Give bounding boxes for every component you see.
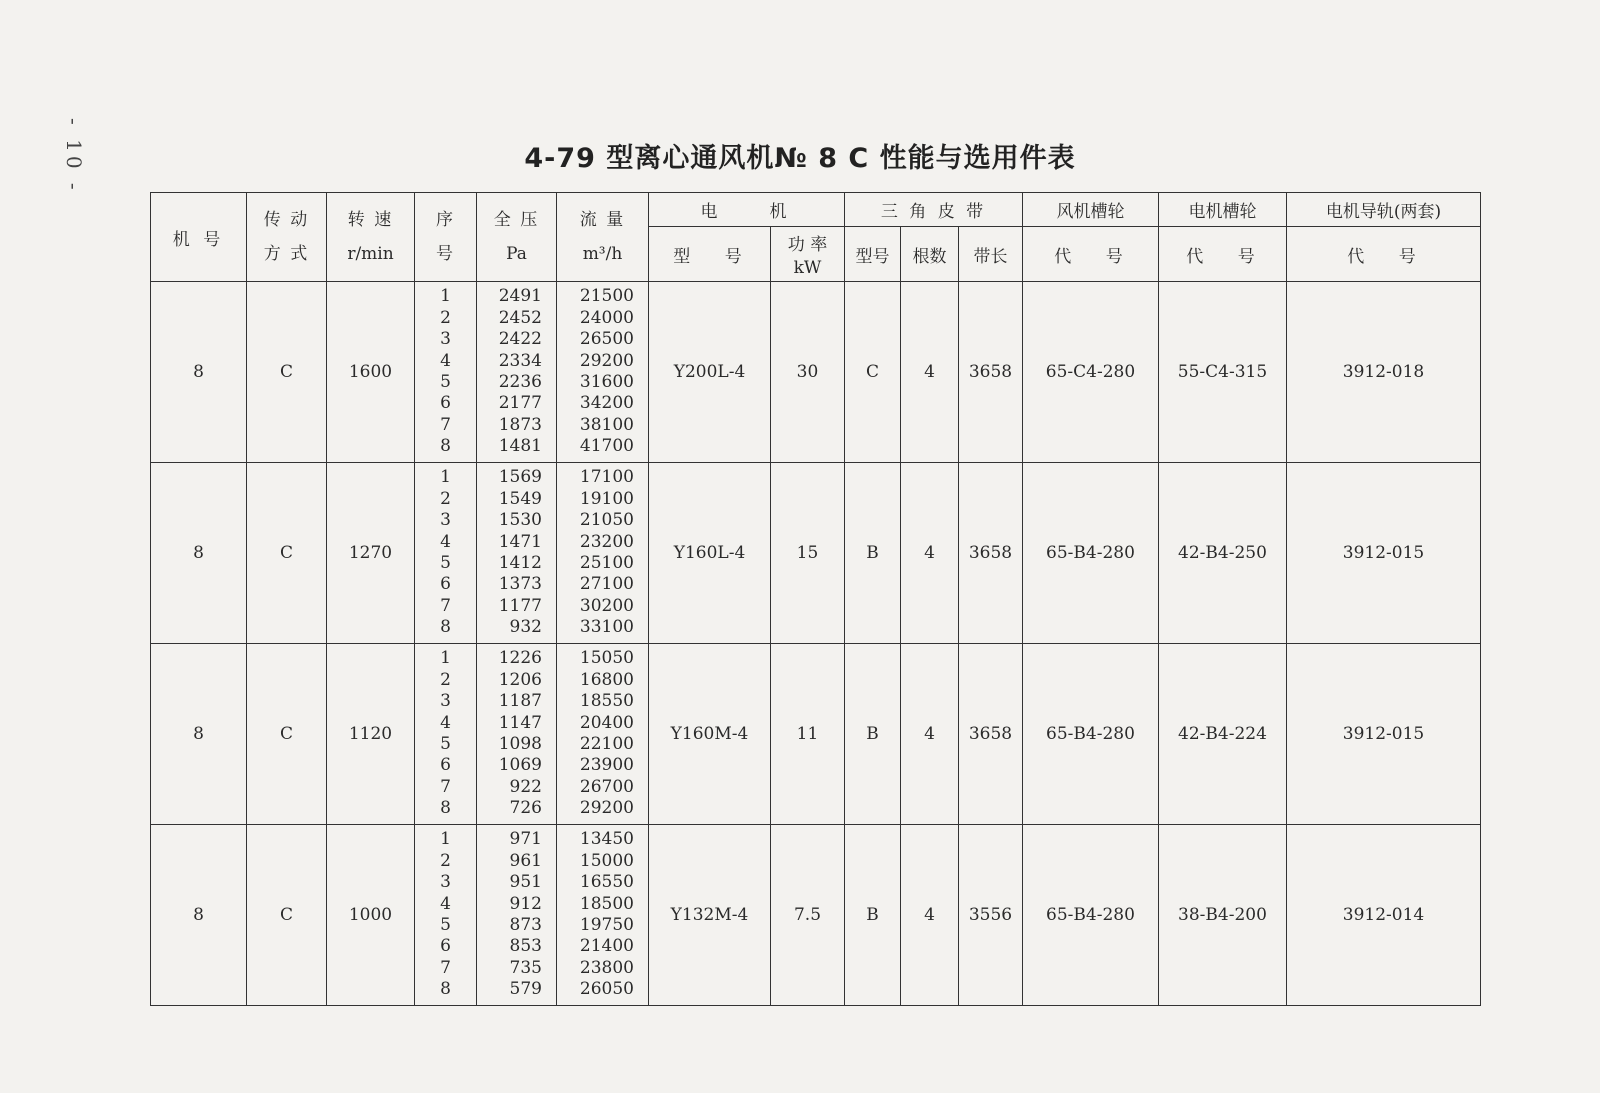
header-fan-pulley-code: 代 号 [1023,227,1159,282]
header-seq-line2: 号 [436,244,455,264]
header-pressure [477,193,557,282]
header-motor-model: 型 号 [649,227,771,282]
motor-rail-cell: 3912-015 [1287,644,1481,825]
drive-cell: C [247,463,327,644]
table-row [151,282,1481,463]
motor-rail-cell: 3912-015 [1287,463,1481,644]
flow-cell [557,282,649,463]
fan-pulley-cell: 65-C4-280 [1023,282,1159,463]
pressure-cell [477,644,557,825]
motor-model-cell: Y132M-4 [649,825,771,1006]
belt-length-cell: 3658 [959,282,1023,463]
performance-table [150,192,1481,1006]
flow-list: 13450 15000 16550 18500 19750 21400 23800 26050 [579,829,634,1000]
pressure-cell [477,282,557,463]
pressure-list: 2491 2452 2422 2334 2236 2177 1873 1481 [498,286,542,457]
pressure-cell [477,463,557,644]
table-row [151,463,1481,644]
flow-cell [557,825,649,1006]
header-motor-power [771,227,845,282]
header-speed [327,193,415,282]
seq-list: 1 2 3 4 5 6 7 8 [440,648,451,819]
fan-pulley-cell: 65-B4-280 [1023,463,1159,644]
table-row [151,644,1481,825]
header-speed-line2: r/min [347,244,394,264]
speed-cell: 1000 [327,825,415,1006]
header-motor-rail: 电机导轨(两套) [1287,193,1481,227]
header-drive [247,193,327,282]
belt-count-cell: 4 [901,463,959,644]
belt-count-cell: 4 [901,825,959,1006]
drive-cell: C [247,282,327,463]
belt-length-cell: 3658 [959,644,1023,825]
machine-no-cell: 8 [151,282,247,463]
motor-power-cell: 11 [771,644,845,825]
motor-rail-cell: 3912-018 [1287,282,1481,463]
motor-pulley-cell: 38-B4-200 [1159,825,1287,1006]
header-motor-pulley: 电机槽轮 [1159,193,1287,227]
belt-type-cell: B [845,644,901,825]
pressure-list: 1569 1549 1530 1471 1412 1373 1177 932 [498,467,542,638]
header-pressure-line2: Pa [506,244,527,264]
motor-pulley-cell: 42-B4-250 [1159,463,1287,644]
belt-count-cell: 4 [901,282,959,463]
drive-cell: C [247,825,327,1006]
belt-count-cell: 4 [901,644,959,825]
header-belt-type: 型号 [845,227,901,282]
header-flow-line2: m³/h [582,244,623,264]
seq-list: 1 2 3 4 5 6 7 8 [440,829,451,1000]
speed-cell: 1600 [327,282,415,463]
seq-list: 1 2 3 4 5 6 7 8 [440,467,451,638]
header-drive-line2: 方 式 [263,244,310,264]
drive-cell: C [247,644,327,825]
machine-no-cell: 8 [151,825,247,1006]
flow-list: 17100 19100 21050 23200 25100 27100 30200 33100 [579,467,634,638]
motor-model-cell: Y200L-4 [649,282,771,463]
table-body [151,282,1481,1006]
machine-no-cell: 8 [151,463,247,644]
fan-pulley-cell: 65-B4-280 [1023,644,1159,825]
header-seq [415,193,477,282]
header-belt-count: 根数 [901,227,959,282]
header-drive-line1: 传 动 [263,210,310,230]
motor-power-cell: 30 [771,282,845,463]
belt-type-cell: B [845,463,901,644]
header-seq-line1: 序 [436,210,455,230]
pressure-list: 1226 1206 1187 1147 1098 1069 922 726 [498,648,542,819]
header-machine-no: 机 号 [151,193,247,282]
page-title: 4-79 型离心通风机№ 8 C 性能与选用件表 [524,143,1076,174]
seq-cell [415,644,477,825]
pressure-cell [477,825,557,1006]
belt-length-cell: 3556 [959,825,1023,1006]
table-row [151,825,1481,1006]
seq-cell [415,282,477,463]
header-speed-line1: 转 速 [347,210,394,230]
flow-list: 15050 16800 18550 20400 22100 23900 26700 29200 [579,648,634,819]
header-flow-line1: 流 量 [579,210,626,230]
header-belt: 三 角 皮 带 [845,193,1023,227]
belt-type-cell: B [845,825,901,1006]
motor-pulley-cell: 55-C4-315 [1159,282,1287,463]
flow-cell [557,463,649,644]
header-belt-length: 带长 [959,227,1023,282]
flow-list: 21500 24000 26500 29200 31600 34200 38100 41700 [579,286,634,457]
flow-cell [557,644,649,825]
speed-cell: 1120 [327,644,415,825]
seq-list: 1 2 3 4 5 6 7 8 [440,286,451,457]
page-number: - 10 - [62,118,86,194]
table-header [151,193,1481,282]
header-motor-power-line2: kW [793,258,822,278]
belt-type-cell: C [845,282,901,463]
motor-model-cell: Y160M-4 [649,644,771,825]
header-pressure-line1: 全 压 [493,210,540,230]
motor-power-cell: 7.5 [771,825,845,1006]
header-flow [557,193,649,282]
pressure-list: 971 961 951 912 873 853 735 579 [509,829,542,1000]
header-motor-power-line1: 功 率 [787,235,828,255]
motor-pulley-cell: 42-B4-224 [1159,644,1287,825]
motor-model-cell: Y160L-4 [649,463,771,644]
fan-pulley-cell: 65-B4-280 [1023,825,1159,1006]
motor-rail-cell: 3912-014 [1287,825,1481,1006]
seq-cell [415,825,477,1006]
belt-length-cell: 3658 [959,463,1023,644]
header-motor-rail-code: 代 号 [1287,227,1481,282]
machine-no-cell: 8 [151,644,247,825]
header-motor: 电 机 [649,193,845,227]
header-fan-pulley: 风机槽轮 [1023,193,1159,227]
speed-cell: 1270 [327,463,415,644]
motor-power-cell: 15 [771,463,845,644]
seq-cell [415,463,477,644]
header-motor-pulley-code: 代 号 [1159,227,1287,282]
